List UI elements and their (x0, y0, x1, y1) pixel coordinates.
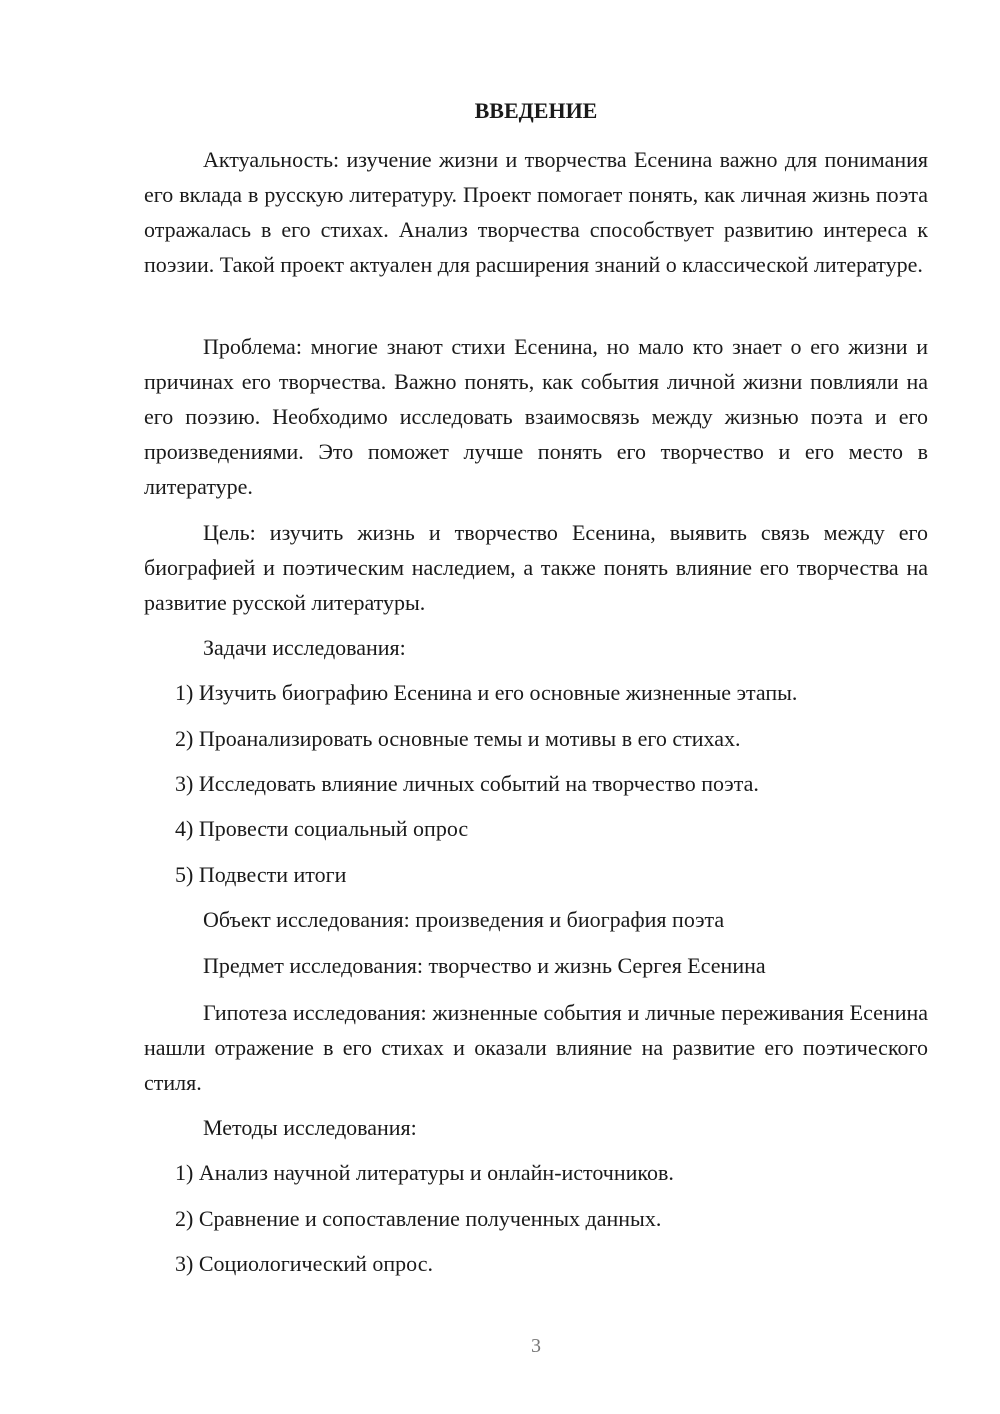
hypothesis-paragraph: Гипотеза исследования: жизненные события и личные переживания Есенина нашли отражение в его стихах и оказали влияние на развитие его поэтического стиля. (144, 1000, 928, 1095)
page-number: 3 (531, 1335, 541, 1357)
research-subject: Предмет исследования: творчество и жизнь Сергея Есенина (203, 953, 766, 978)
research-object: Объект исследования: произведения и биография поэта (203, 907, 725, 932)
document-page (144, 0, 928, 1414)
page-title: ВВЕДЕНИЕ (474, 98, 598, 123)
task-item: 5) Подвести итоги (175, 862, 347, 887)
method-item: 2) Сравнение и сопоставление полученных данных. (175, 1206, 662, 1231)
relevance-paragraph: Актуальность: изучение жизни и творчества Есенина важно для понимания его вклада в русскую литературу. Проект помогает понять, как личная жизнь поэта отражалась в его стихах. Анализ творчества способствует развитию интереса к поэзии. Такой проект актуален для расширения знаний о классической литературе. (144, 147, 928, 277)
task-item: 1) Изучить биографию Есенина и его основные жизненные этапы. (175, 680, 798, 705)
problem-paragraph: Проблема: многие знают стихи Есенина, но мало кто знает о его жизни и причинах его творчества. Важно понять, как события личной жизни повлияли на его поэзию. Необходимо исследовать взаимосвязь между жизнью поэта и его произведениями. Это поможет лучше понять его творчество и его место в литературе. (144, 334, 928, 499)
goal-paragraph: Цель: изучить жизнь и творчество Есенина, выявить связь между его биографией и поэтическим наследием, а также понять влияние его творчества на развитие русской литературы. (144, 520, 928, 615)
tasks-heading: Задачи исследования: (203, 635, 406, 660)
method-item: 1) Анализ научной литературы и онлайн-источников. (175, 1160, 674, 1185)
task-item: 2) Проанализировать основные темы и мотивы в его стихах. (175, 726, 741, 751)
task-item: 4) Провести социальный опрос (175, 816, 469, 841)
methods-heading: Методы исследования: (203, 1115, 417, 1140)
task-item: 3) Исследовать влияние личных событий на творчество поэта. (175, 771, 759, 796)
method-item: 3) Социологический опрос. (175, 1251, 433, 1276)
